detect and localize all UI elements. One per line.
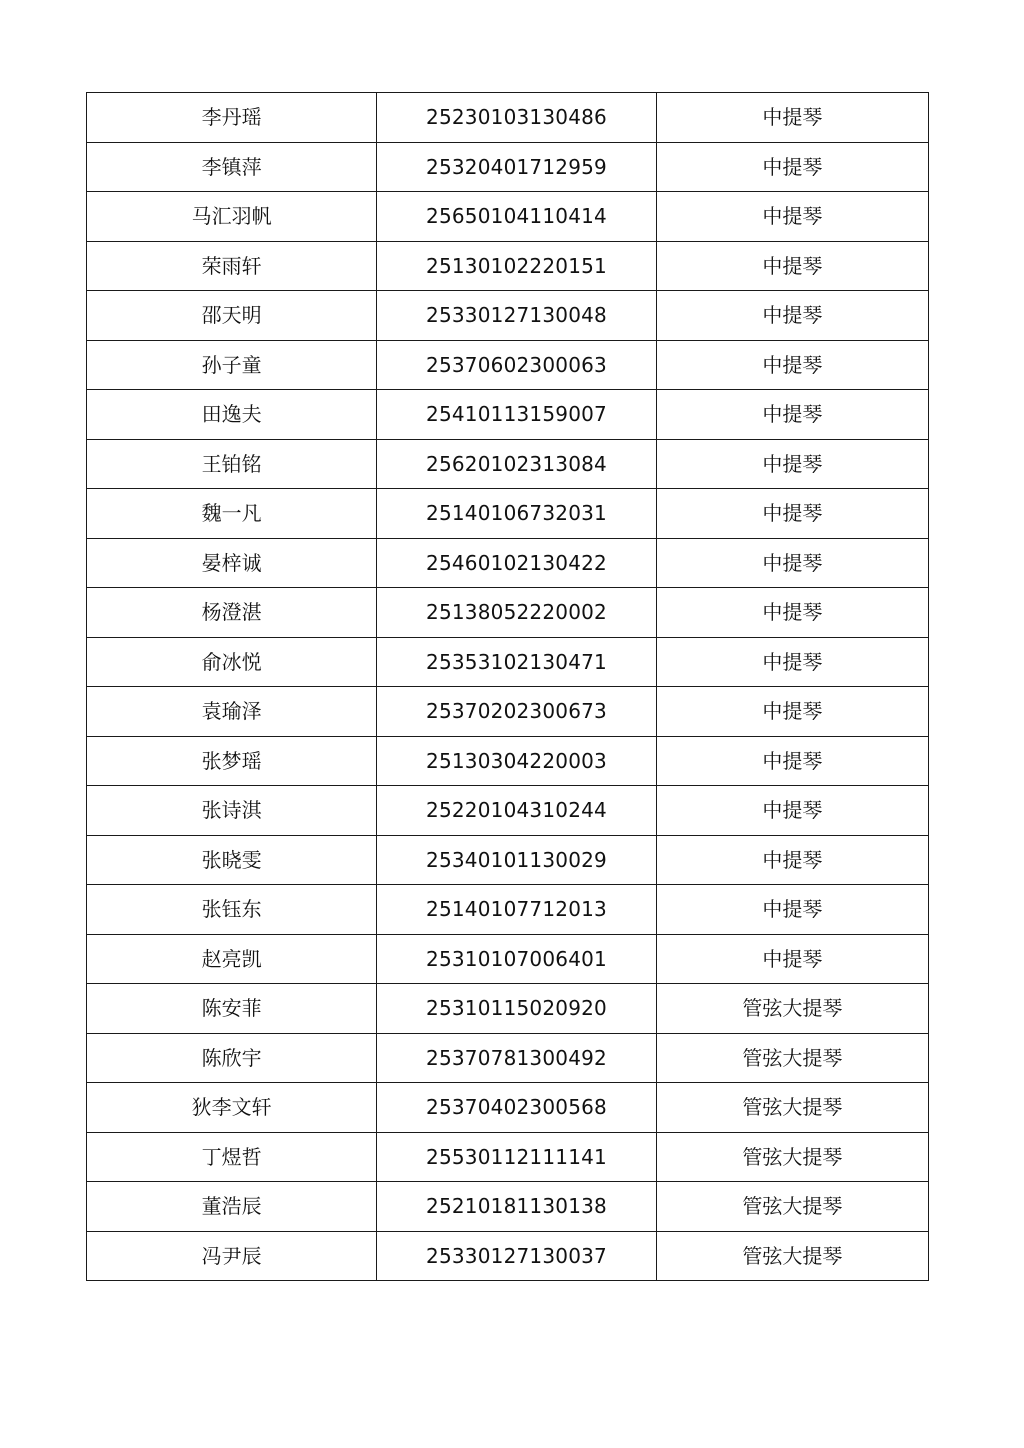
candidate-name-cell: 陈安菲: [87, 984, 377, 1034]
table-row: [87, 489, 929, 539]
instrument-cell: 中提琴: [656, 885, 928, 935]
table-row: [87, 192, 929, 242]
candidate-id-cell: 25530112111141: [377, 1132, 656, 1182]
candidate-name-cell: 张梦瑶: [87, 736, 377, 786]
candidate-id-cell: 25460102130422: [377, 538, 656, 588]
candidate-id-cell: 25230103130486: [377, 93, 656, 143]
table-row: [87, 340, 929, 390]
candidate-id-cell: 25140106732031: [377, 489, 656, 539]
candidate-id-cell: 25140107712013: [377, 885, 656, 935]
instrument-cell: 中提琴: [656, 142, 928, 192]
candidate-name-cell: 魏一凡: [87, 489, 377, 539]
candidate-id-cell: 25353102130471: [377, 637, 656, 687]
instrument-cell: 中提琴: [656, 93, 928, 143]
instrument-cell: 管弦大提琴: [656, 1083, 928, 1133]
table-row: [87, 291, 929, 341]
candidate-name-cell: 张晓雯: [87, 835, 377, 885]
table-row: [87, 439, 929, 489]
candidate-name-cell: 马汇羽帆: [87, 192, 377, 242]
table-row: [87, 1083, 929, 1133]
candidate-id-cell: 25620102313084: [377, 439, 656, 489]
candidate-id-cell: 25330127130037: [377, 1231, 656, 1281]
instrument-cell: 管弦大提琴: [656, 1182, 928, 1232]
table-row: [87, 1033, 929, 1083]
candidate-name-cell: 张诗淇: [87, 786, 377, 836]
candidate-table: [86, 92, 929, 1281]
instrument-cell: 中提琴: [656, 687, 928, 737]
candidate-id-cell: 25310107006401: [377, 934, 656, 984]
instrument-cell: 管弦大提琴: [656, 1033, 928, 1083]
table-row: [87, 1182, 929, 1232]
table-row: [87, 786, 929, 836]
instrument-cell: 中提琴: [656, 934, 928, 984]
candidate-id-cell: 25370602300063: [377, 340, 656, 390]
candidate-name-cell: 张钰东: [87, 885, 377, 935]
candidate-id-cell: 25370781300492: [377, 1033, 656, 1083]
table-row: [87, 1132, 929, 1182]
candidate-id-cell: 25130304220003: [377, 736, 656, 786]
instrument-cell: 中提琴: [656, 786, 928, 836]
table-row: [87, 885, 929, 935]
table-row: [87, 736, 929, 786]
instrument-cell: 中提琴: [656, 489, 928, 539]
candidate-name-cell: 田逸夫: [87, 390, 377, 440]
candidate-id-cell: 25410113159007: [377, 390, 656, 440]
table-row: [87, 390, 929, 440]
candidate-name-cell: 李丹瑶: [87, 93, 377, 143]
candidate-id-cell: 25220104310244: [377, 786, 656, 836]
candidate-name-cell: 陈欣宇: [87, 1033, 377, 1083]
table-row: [87, 687, 929, 737]
instrument-cell: 中提琴: [656, 291, 928, 341]
candidate-name-cell: 孙子童: [87, 340, 377, 390]
candidate-name-cell: 王铂铭: [87, 439, 377, 489]
table-row: [87, 241, 929, 291]
candidate-id-cell: 25370202300673: [377, 687, 656, 737]
candidate-name-cell: 杨澄湛: [87, 588, 377, 638]
instrument-cell: 管弦大提琴: [656, 984, 928, 1034]
instrument-cell: 中提琴: [656, 736, 928, 786]
candidate-name-cell: 俞冰悦: [87, 637, 377, 687]
table-row: [87, 934, 929, 984]
candidate-id-cell: 25130102220151: [377, 241, 656, 291]
table-row: [87, 588, 929, 638]
table-row: [87, 835, 929, 885]
candidate-id-cell: 25320401712959: [377, 142, 656, 192]
candidate-name-cell: 丁煜哲: [87, 1132, 377, 1182]
instrument-cell: 中提琴: [656, 192, 928, 242]
candidate-name-cell: 晏梓诚: [87, 538, 377, 588]
instrument-cell: 管弦大提琴: [656, 1132, 928, 1182]
candidate-id-cell: 25138052220002: [377, 588, 656, 638]
instrument-cell: 中提琴: [656, 538, 928, 588]
candidate-name-cell: 袁瑜泽: [87, 687, 377, 737]
candidate-name-cell: 冯尹辰: [87, 1231, 377, 1281]
candidate-name-cell: 赵亮凯: [87, 934, 377, 984]
candidate-id-cell: 25330127130048: [377, 291, 656, 341]
table-row: [87, 637, 929, 687]
table-row: [87, 1231, 929, 1281]
instrument-cell: 中提琴: [656, 835, 928, 885]
instrument-cell: 中提琴: [656, 390, 928, 440]
candidate-name-cell: 邵天明: [87, 291, 377, 341]
instrument-cell: 中提琴: [656, 340, 928, 390]
candidate-table-body: [87, 93, 929, 1281]
candidate-name-cell: 李镇萍: [87, 142, 377, 192]
table-row: [87, 538, 929, 588]
candidate-name-cell: 狄李文轩: [87, 1083, 377, 1133]
instrument-cell: 中提琴: [656, 439, 928, 489]
table-row: [87, 984, 929, 1034]
candidate-name-cell: 董浩辰: [87, 1182, 377, 1232]
instrument-cell: 中提琴: [656, 588, 928, 638]
instrument-cell: 中提琴: [656, 241, 928, 291]
instrument-cell: 管弦大提琴: [656, 1231, 928, 1281]
table-row: [87, 93, 929, 143]
candidate-id-cell: 25310115020920: [377, 984, 656, 1034]
candidate-id-cell: 25650104110414: [377, 192, 656, 242]
candidate-id-cell: 25340101130029: [377, 835, 656, 885]
candidate-id-cell: 25370402300568: [377, 1083, 656, 1133]
table-row: [87, 142, 929, 192]
instrument-cell: 中提琴: [656, 637, 928, 687]
candidate-name-cell: 荣雨轩: [87, 241, 377, 291]
candidate-id-cell: 25210181130138: [377, 1182, 656, 1232]
